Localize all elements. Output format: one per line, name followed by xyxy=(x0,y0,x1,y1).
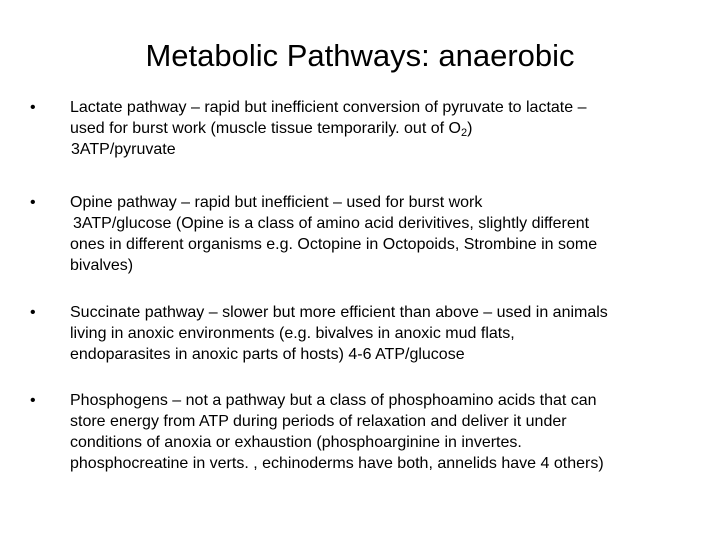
bullet-dot-icon: • xyxy=(30,392,36,409)
bullet-line: Lactate pathway – rapid but inefficient conversion of pyruvate to lactate – xyxy=(70,99,587,116)
bullet-line-suffix: ) xyxy=(467,120,473,137)
bullet-line: Succinate pathway – slower but more efficient than above – used in animals xyxy=(70,304,608,321)
bullet-line-text: used for burst work (muscle tissue temporarily. out of O xyxy=(70,120,461,137)
bullet-dot-icon: • xyxy=(30,194,36,211)
bullet-line: conditions of anoxia or exhaustion (phosphoarginine in invertes. xyxy=(70,434,522,451)
bullet-text xyxy=(70,97,700,160)
bullet-line: phosphocreatine in verts. , echinoderms have both, annelids have 4 others) xyxy=(70,455,604,472)
bullet-line: store energy from ATP during periods of relaxation and deliver it under xyxy=(70,413,567,430)
bullet-line: 3ATP/glucose (Opine is a class of amino acid derivitives, slightly different xyxy=(73,215,590,232)
bullet-dot-icon: • xyxy=(30,99,36,116)
bullet-line: 3ATP/pyruvate xyxy=(71,141,176,158)
bullet-text xyxy=(70,192,700,276)
slide-title: Metabolic Pathways: anaerobic xyxy=(145,38,575,73)
bullet-line: ones in different organisms e.g. Octopine in Octopoids, Strombine in some xyxy=(70,236,598,253)
bullet-line: living in anoxic environments (e.g. bivalves in anoxic mud flats, xyxy=(70,325,515,342)
subscript: 2 xyxy=(460,127,468,139)
bullet-text xyxy=(70,390,700,474)
bullet-line: bivalves) xyxy=(70,257,134,274)
bullet-text xyxy=(70,302,700,365)
bullet-line xyxy=(70,118,700,139)
bullet-line: Opine pathway – rapid but inefficient – used for burst work xyxy=(70,194,483,211)
bullet-line: Phosphogens – not a pathway but a class of phosphoamino acids that can xyxy=(70,392,597,409)
bullet-dot-icon: • xyxy=(30,304,36,321)
bullet-line: endoparasites in anoxic parts of hosts) 4-6 ATP/glucose xyxy=(70,346,465,363)
